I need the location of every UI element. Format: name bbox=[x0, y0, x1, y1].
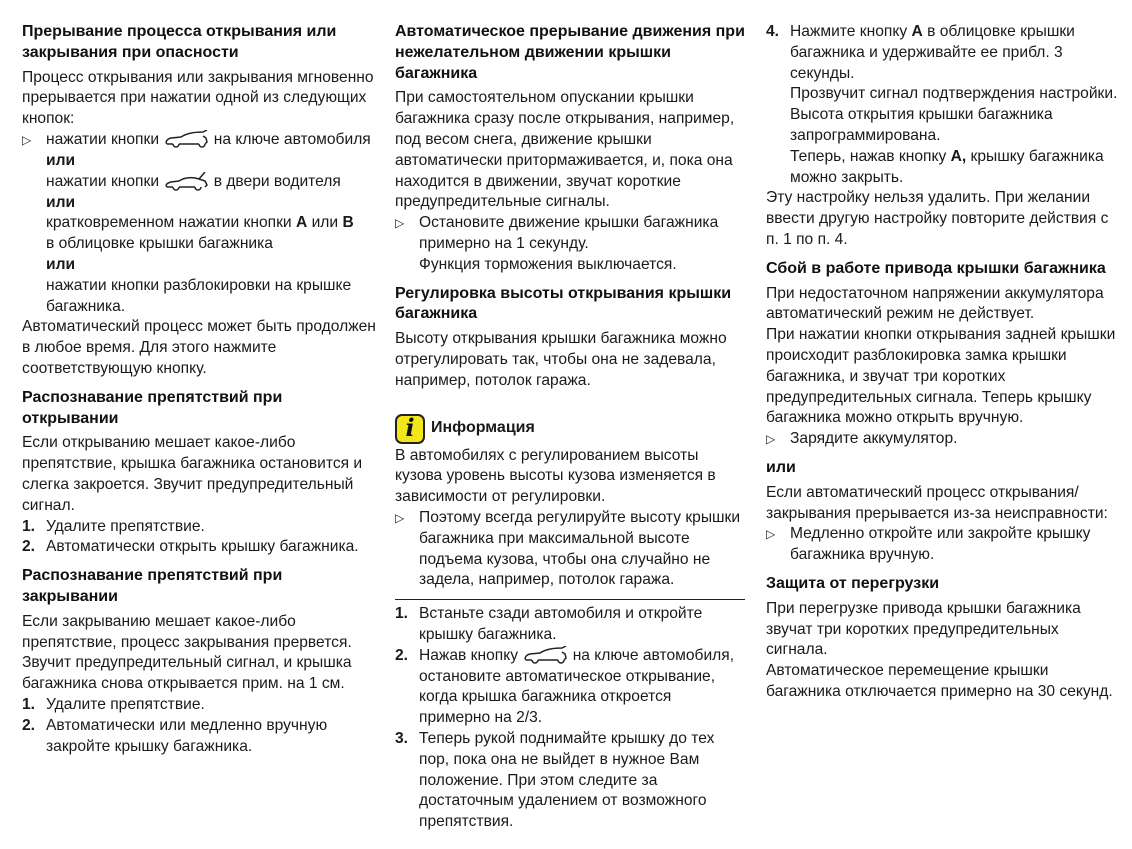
bullet-marker-icon: ▷ bbox=[766, 527, 776, 542]
car-trunk-open-icon bbox=[163, 172, 209, 192]
section-title: или bbox=[766, 458, 796, 476]
button-a-label: A bbox=[295, 214, 308, 232]
step-number: 1. bbox=[22, 517, 36, 535]
step-text: Теперь, нажав кнопку bbox=[790, 147, 947, 165]
step-item bbox=[395, 729, 745, 833]
paragraph: Автоматический процесс может быть продолжен в любое время. Для этого нажмите соответствующую кнопку. bbox=[22, 318, 376, 377]
paragraph: Если открыванию мешает какое-либо препятствие, крышка багажника остановится и слегка закроется. Звучит предупредительный сигнал. bbox=[22, 434, 363, 514]
column-3 bbox=[766, 22, 1122, 711]
text: кратковременном нажатии кнопки bbox=[46, 214, 292, 232]
section-title: Распознавание препятствий при открывании bbox=[22, 388, 283, 427]
info-header bbox=[395, 414, 745, 444]
step-number: 2. bbox=[22, 538, 36, 556]
text: в облицовке крышки багажника bbox=[46, 235, 273, 253]
section-or bbox=[766, 458, 1122, 566]
section-auto-stop bbox=[395, 22, 745, 276]
step-text: Нажмите кнопку bbox=[790, 23, 908, 40]
column-2 bbox=[395, 22, 745, 833]
step-text: в облицовке крышки багажника и удерживайте ее прибл. 3 секунды. bbox=[790, 23, 1075, 82]
step-text: крышку багажника можно закрыть. bbox=[790, 147, 1104, 186]
or-label: или bbox=[46, 193, 76, 211]
step-text: Прозвучит сигнал подтверждения настройки. bbox=[790, 85, 1118, 103]
bullet-item bbox=[395, 213, 745, 275]
paragraph: При перегрузке привода крышки багажника звучат три коротких предупредительных сигнала. bbox=[766, 599, 1081, 659]
step-number: 3. bbox=[395, 730, 409, 748]
paragraph: В автомобилях с регулированием высоты кузова уровень высоты кузова изменяется в зависимости от регулировки. bbox=[395, 446, 716, 506]
step-number: 1. bbox=[22, 695, 36, 713]
step-text: Встаньте сзади автомобиля и откройте крышку багажника. bbox=[419, 605, 703, 643]
paragraph: Автоматическое перемещение крышки багажника отключается примерно на 30 секунд. bbox=[766, 662, 1113, 700]
section-title: Автоматическое прерывание движения при нежелательном движении крышки багажника bbox=[395, 23, 745, 82]
text: нажатии кнопки bbox=[46, 172, 160, 190]
text: Функция торможения выключается. bbox=[419, 255, 677, 273]
section-obstacle-opening bbox=[22, 388, 378, 558]
step-text: Автоматически или медленно вручную закройте крышку багажника. bbox=[46, 716, 328, 755]
step-text: Удалите препятствие. bbox=[46, 695, 205, 713]
text: Поэтому всегда регулируйте высоту крышки багажника при максимальной высоте подъема кузова, чтобы она случайно не задела, например, потолок гаража. bbox=[419, 508, 741, 589]
text: Остановите движение крышки багажника примерно на 1 секунду. bbox=[419, 214, 719, 252]
bullet-item bbox=[22, 130, 378, 317]
or-label: или bbox=[46, 256, 76, 274]
step-text: Высота открытия крышки багажника запрограммирована. bbox=[790, 106, 1053, 144]
info-title: Информация bbox=[431, 419, 535, 437]
section-overload bbox=[766, 574, 1122, 703]
paragraph: При недостаточном напряжении аккумулятора автоматический режим не действует. bbox=[766, 284, 1104, 323]
step-item bbox=[395, 646, 745, 729]
car-key-trunk-icon bbox=[522, 646, 568, 666]
section-title: Распознавание препятствий при закрывании bbox=[22, 567, 283, 605]
column-1 bbox=[22, 22, 378, 765]
section-title: Регулировка высоты открывания крышки багажника bbox=[395, 284, 732, 323]
section-title: Прерывание процесса открывания или закрывания при опасности bbox=[22, 23, 337, 61]
paragraph: Процесс открывания или закрывания мгновенно прерывается при нажатии одной из следующих кнопок: bbox=[22, 68, 374, 128]
step-text: Теперь рукой поднимайте крышку до тех пор, пока она не выйдет в нужное Вам положение. При этом следите за достаточным удалением от возможного препятствия. bbox=[419, 730, 715, 831]
button-a-label: A, bbox=[950, 147, 967, 165]
info-box bbox=[395, 414, 745, 601]
text: Зарядите аккумулятор. bbox=[790, 430, 958, 448]
bullet-item bbox=[395, 508, 745, 591]
section-emergency-stop bbox=[22, 22, 378, 380]
section-drive-failure bbox=[766, 259, 1122, 450]
bullet-item bbox=[766, 429, 1122, 450]
section-title: Сбой в работе привода крышки багажника bbox=[766, 259, 1106, 277]
bullet-item bbox=[766, 524, 1122, 566]
section-height-adjust bbox=[395, 284, 745, 392]
paragraph: Эту настройку нельзя удалить. При желании ввести другую настройку повторите действия с п. 1 по п. 4. bbox=[766, 189, 1109, 248]
paragraph: При нажатии кнопки открывания задней крышки происходит разблокировка замка крышки багажника, и звучат три коротких предупредительных сигнала. Теперь крышку багажника можно открыть вручную. bbox=[766, 326, 1116, 427]
divider bbox=[395, 599, 745, 600]
step-number: 2. bbox=[395, 646, 409, 664]
paragraph: Высоту открывания крышки багажника можно отрегулировать так, чтобы она не задевала, например, потолок гаража. bbox=[395, 330, 727, 389]
text: на ключе автомобиля bbox=[213, 131, 371, 149]
text: нажатии кнопки bbox=[46, 131, 160, 149]
steps-list bbox=[395, 604, 745, 833]
step-text: Удалите препятствие. bbox=[46, 517, 205, 535]
paragraph: Если закрыванию мешает какое-либо препятствие, процесс закрывания прервется. Звучит предупредительный сигнал, и крышка багажника снова открывается прим. на 1 см. bbox=[22, 612, 352, 693]
section-title: Защита от перегрузки bbox=[766, 574, 940, 592]
step-number: 2. bbox=[22, 716, 36, 734]
paragraph: Если автоматический процесс открывания/ закрывания прерывается из-за неисправности: bbox=[766, 483, 1108, 522]
step-text: Автоматически открыть крышку багажника. bbox=[46, 538, 359, 556]
section-step-4 bbox=[766, 22, 1122, 251]
text: Медленно откройте или закройте крышку багажника вручную. bbox=[790, 525, 1091, 564]
step-item bbox=[22, 517, 378, 538]
or-label: или bbox=[46, 151, 76, 169]
text: нажатии кнопки разблокировки на крышке багажника. bbox=[46, 276, 352, 315]
step-number: 4. bbox=[766, 23, 780, 40]
bullet-marker-icon: ▷ bbox=[22, 132, 32, 147]
step-item bbox=[766, 22, 1122, 188]
text: или bbox=[311, 214, 339, 232]
step-item bbox=[22, 537, 378, 558]
button-a-label: A bbox=[911, 23, 923, 40]
step-item bbox=[395, 604, 745, 646]
paragraph: При самостоятельном опускании крышки багажника сразу после открывания, например, под весом снега, движение крышки автоматически притормаживается, и, пока она находится в движении, звучат короткие предупредительные сигналы. bbox=[395, 89, 735, 211]
section-obstacle-closing bbox=[22, 566, 378, 757]
step-item bbox=[22, 716, 378, 758]
bullet-marker-icon: ▷ bbox=[766, 432, 776, 447]
bullet-marker-icon: ▷ bbox=[395, 510, 405, 525]
bullet-marker-icon: ▷ bbox=[395, 216, 405, 231]
button-b-label: B bbox=[342, 214, 354, 232]
car-key-trunk-icon bbox=[163, 130, 209, 150]
step-number: 1. bbox=[395, 605, 409, 623]
text: в двери водителя bbox=[213, 172, 341, 190]
step-text: на ключе автомобиля, остановите автоматическое открывание, когда крышка багажника откроется примерно на 2/3. bbox=[419, 646, 735, 727]
step-text: Нажав кнопку bbox=[419, 646, 518, 664]
step-item bbox=[22, 695, 378, 716]
info-icon: i bbox=[395, 414, 425, 444]
